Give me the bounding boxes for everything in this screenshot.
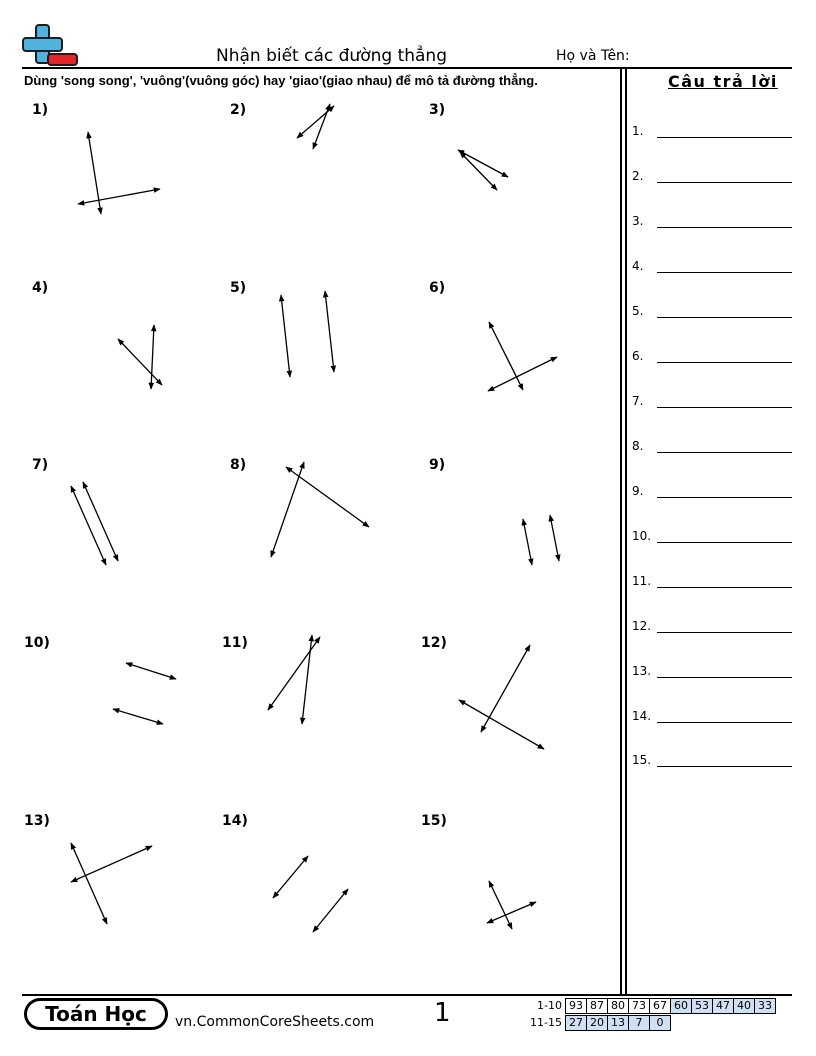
footer-rule <box>22 994 792 996</box>
problem-number: 9) <box>429 457 446 473</box>
answer-number: 9. <box>632 484 644 498</box>
answer-line[interactable] <box>632 167 794 183</box>
score-cell: 0 <box>649 1015 671 1031</box>
problem-number: 8) <box>230 457 247 473</box>
score-cell: 67 <box>649 998 671 1014</box>
problem-5-lines <box>281 291 334 377</box>
page-number: 1 <box>434 998 451 1028</box>
problem-6-lines <box>488 322 557 391</box>
problem-15-lines <box>487 881 536 929</box>
score-range-label: 1-10 <box>537 999 562 1012</box>
problem-number: 15) <box>421 813 447 829</box>
brand-label: Toán Học <box>27 1001 165 1027</box>
answer-line[interactable] <box>632 572 794 588</box>
answer-number: 5. <box>632 304 644 318</box>
score-cell: 40 <box>733 998 755 1014</box>
score-row <box>528 997 775 1014</box>
score-cell: 20 <box>586 1015 608 1031</box>
answer-line[interactable] <box>632 527 794 543</box>
answer-line[interactable] <box>632 617 794 633</box>
answer-number: 1. <box>632 124 644 138</box>
score-table <box>528 997 775 1031</box>
problem-number: 6) <box>429 280 446 296</box>
problem-number: 10) <box>24 635 50 651</box>
problem-2-lines <box>297 104 334 149</box>
answer-number: 7. <box>632 394 644 408</box>
problem-13-lines <box>71 843 152 924</box>
problem-1-lines <box>78 132 160 214</box>
brand-badge <box>24 998 168 1030</box>
problem-number: 7) <box>32 457 49 473</box>
problem-14-lines <box>273 856 348 932</box>
score-cell: 47 <box>712 998 734 1014</box>
answer-number: 8. <box>632 439 644 453</box>
answer-line[interactable] <box>632 707 794 723</box>
score-cell: 27 <box>565 1015 587 1031</box>
score-cell: 73 <box>628 998 650 1014</box>
problem-number: 12) <box>421 635 447 651</box>
answer-line[interactable] <box>632 437 794 453</box>
problem-3-lines <box>458 150 508 190</box>
score-cell: 87 <box>586 998 608 1014</box>
answer-number: 11. <box>632 574 652 588</box>
problem-number: 14) <box>222 813 248 829</box>
answer-line[interactable] <box>632 212 794 228</box>
answer-number: 12. <box>632 619 652 633</box>
answer-number: 2. <box>632 169 644 183</box>
score-cell: 33 <box>754 998 776 1014</box>
answer-number: 4. <box>632 259 644 273</box>
answer-number: 10. <box>632 529 652 543</box>
problem-number: 13) <box>24 813 50 829</box>
name-label: Họ và Tên: <box>556 48 630 64</box>
score-row <box>528 1014 775 1031</box>
answer-key-title: Câu trả lời <box>668 72 778 91</box>
instructions: Dùng 'song song', 'vuông'(vuông góc) hay 'giao'(giao nhau) để mô tả đường thẳng. <box>24 73 538 88</box>
answer-number: 6. <box>632 349 644 363</box>
problem-number: 4) <box>32 280 49 296</box>
answer-number: 15. <box>632 753 652 767</box>
problem-8-lines <box>271 462 369 557</box>
page-title: Nhận biết các đường thẳng <box>216 46 448 66</box>
problem-9-lines <box>523 515 559 565</box>
answer-line[interactable] <box>632 751 794 767</box>
answer-line[interactable] <box>632 482 794 498</box>
answer-column-divider <box>620 67 627 995</box>
problem-7-lines <box>71 482 118 565</box>
answer-line[interactable] <box>632 122 794 138</box>
score-cell: 13 <box>607 1015 629 1031</box>
score-cell: 7 <box>628 1015 650 1031</box>
site-url: vn.CommonCoreSheets.com <box>175 1014 375 1030</box>
problem-number: 11) <box>222 635 248 651</box>
answer-line[interactable] <box>632 347 794 363</box>
score-cell: 93 <box>565 998 587 1014</box>
score-range-label: 11-15 <box>530 1016 562 1029</box>
answer-line[interactable] <box>632 257 794 273</box>
problem-number: 3) <box>429 102 446 118</box>
answer-line[interactable] <box>632 392 794 408</box>
problem-number: 2) <box>230 102 247 118</box>
answer-line[interactable] <box>632 662 794 678</box>
problem-12-lines <box>459 645 544 749</box>
problem-10-lines <box>113 663 176 724</box>
answer-number: 14. <box>632 709 652 723</box>
score-cell: 53 <box>691 998 713 1014</box>
problem-number: 1) <box>32 102 49 118</box>
score-cell: 60 <box>670 998 692 1014</box>
problem-11-lines <box>268 635 320 724</box>
answer-number: 13. <box>632 664 652 678</box>
score-cell: 80 <box>607 998 629 1014</box>
answer-line[interactable] <box>632 302 794 318</box>
problem-number: 5) <box>230 280 247 296</box>
problem-4-lines <box>118 325 162 389</box>
answer-number: 3. <box>632 214 644 228</box>
